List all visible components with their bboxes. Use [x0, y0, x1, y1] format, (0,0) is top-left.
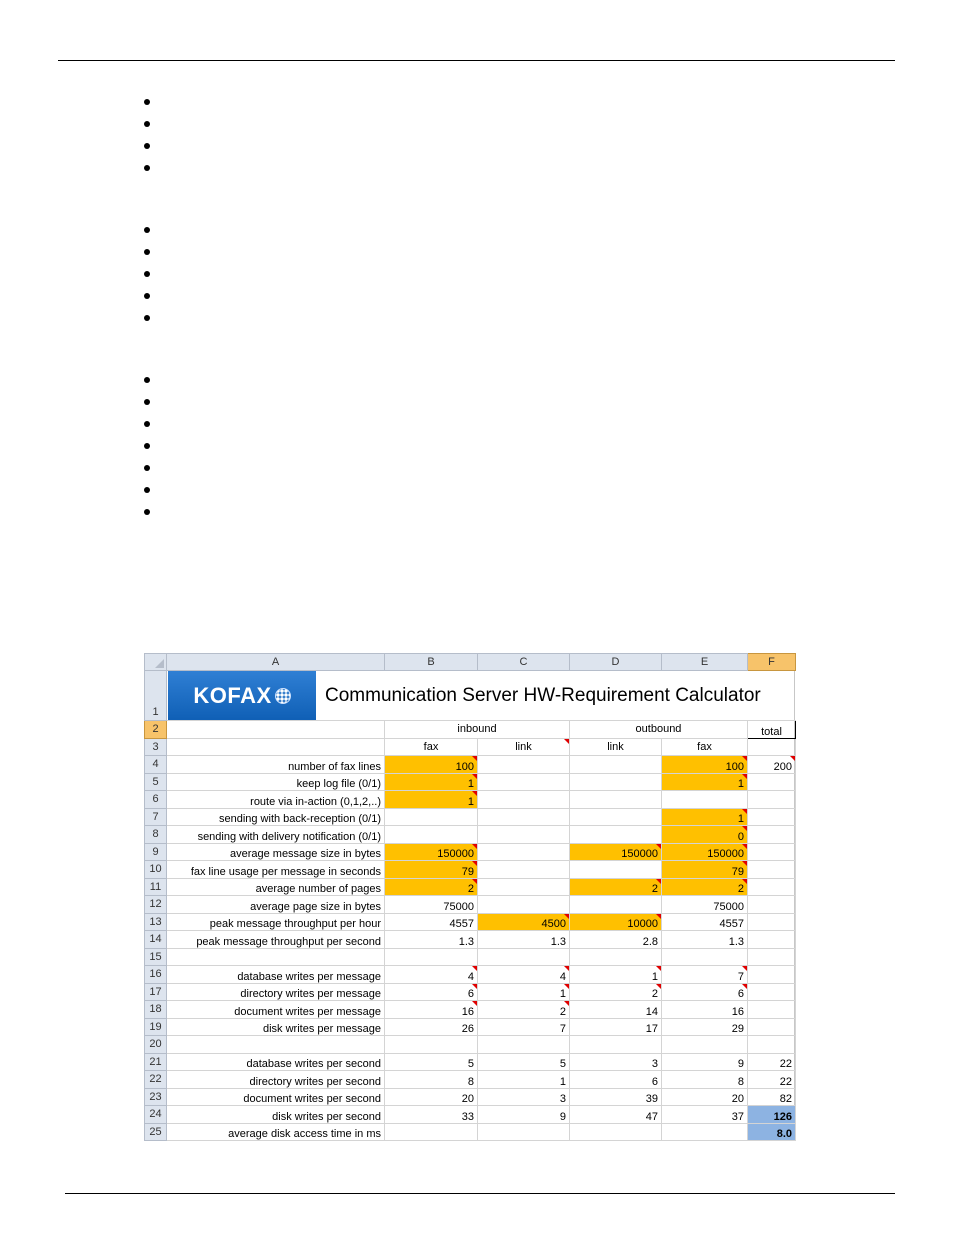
cell-c[interactable]: 4	[478, 966, 570, 984]
row-header[interactable]: 21	[145, 1053, 167, 1071]
cell-f[interactable]: 200	[748, 756, 796, 774]
header-outbound[interactable]: outbound	[570, 721, 748, 739]
header-outbound-link[interactable]: link	[570, 738, 662, 756]
row-header[interactable]: 1	[145, 671, 167, 721]
row-header[interactable]: 14	[145, 931, 167, 949]
cell-e[interactable]: 7	[662, 966, 748, 984]
sheet-row	[145, 896, 796, 914]
cell-f[interactable]	[748, 948, 796, 966]
globe-icon	[275, 688, 291, 704]
cell-d[interactable]	[570, 826, 662, 844]
cell-e[interactable]: 6	[662, 983, 748, 1001]
cell-d[interactable]	[570, 896, 662, 914]
cell-d[interactable]: 10000	[570, 913, 662, 931]
cell-f[interactable]: 22	[748, 1053, 796, 1071]
cell-b[interactable]: 2	[385, 878, 478, 896]
cell-c[interactable]	[478, 948, 570, 966]
cell-d[interactable]: 14	[570, 1001, 662, 1019]
header-inbound-fax[interactable]: fax	[385, 738, 478, 756]
header-inbound-link[interactable]: link	[478, 738, 570, 756]
sheet-row	[145, 808, 796, 826]
row-label[interactable]: directory writes per message	[167, 983, 385, 1001]
cell-f[interactable]	[748, 843, 796, 861]
cell[interactable]	[748, 738, 796, 756]
bullet-dot-icon	[144, 509, 150, 515]
cell-e[interactable]: 20	[662, 1088, 748, 1106]
cell-b[interactable]: 33	[385, 1106, 478, 1124]
bullet-item	[140, 247, 840, 269]
cell-c[interactable]: 1	[478, 983, 570, 1001]
cell-c[interactable]	[478, 791, 570, 809]
bullet-item	[140, 463, 840, 485]
cell-b[interactable]: 75000	[385, 896, 478, 914]
cell-d[interactable]: 2.8	[570, 931, 662, 949]
cell-c[interactable]: 2	[478, 1001, 570, 1019]
sheet-row-1	[145, 671, 796, 721]
cell-e[interactable]: 150000	[662, 843, 748, 861]
sheet-row-3	[145, 738, 796, 756]
cell-e[interactable]: 37	[662, 1106, 748, 1124]
cell-d[interactable]	[570, 791, 662, 809]
cell-b[interactable]	[385, 1036, 478, 1054]
cell-d[interactable]: 3	[570, 1053, 662, 1071]
cell-c[interactable]: 7	[478, 1018, 570, 1036]
cell-b[interactable]: 79	[385, 861, 478, 879]
bullet-item	[140, 485, 840, 507]
row-label[interactable]: fax line usage per message in seconds	[167, 861, 385, 879]
bullet-item	[140, 291, 840, 313]
cell-f[interactable]: 22	[748, 1071, 796, 1089]
row-header[interactable]: 17	[145, 983, 167, 1001]
bullet-dot-icon	[144, 377, 150, 383]
cell-f[interactable]	[748, 983, 796, 1001]
column-header-b[interactable]: B	[385, 654, 478, 671]
sheet-row	[145, 966, 796, 984]
row-label[interactable]: average disk access time in ms	[167, 1123, 385, 1141]
sheet-row	[145, 773, 796, 791]
title-banner[interactable]	[167, 671, 796, 721]
cell-b[interactable]: 1	[385, 773, 478, 791]
bullet-item	[140, 225, 840, 247]
cell-e[interactable]	[662, 948, 748, 966]
sheet-row	[145, 1053, 796, 1071]
cell-c[interactable]	[478, 1036, 570, 1054]
cell[interactable]	[167, 721, 385, 739]
cell-f[interactable]	[748, 1036, 796, 1054]
cell-b[interactable]	[385, 826, 478, 844]
cell-d[interactable]: 17	[570, 1018, 662, 1036]
bullet-list-3	[140, 375, 840, 529]
cell-e[interactable]	[662, 791, 748, 809]
cell-b[interactable]	[385, 1123, 478, 1141]
sheet-row-2	[145, 721, 796, 739]
header-inbound[interactable]: inbound	[385, 721, 570, 739]
cell-e[interactable]: 29	[662, 1018, 748, 1036]
cell-d[interactable]: 2	[570, 983, 662, 1001]
cell-e[interactable]: 4557	[662, 913, 748, 931]
sheet-title: Communication Server HW-Requirement Calculator	[325, 685, 761, 706]
cell-c[interactable]: 5	[478, 1053, 570, 1071]
cell-d[interactable]	[570, 773, 662, 791]
cell[interactable]	[167, 738, 385, 756]
cell-f[interactable]	[748, 826, 796, 844]
cell-f[interactable]	[748, 1018, 796, 1036]
cell-d[interactable]	[570, 756, 662, 774]
cell-c[interactable]: 3	[478, 1088, 570, 1106]
cell-e[interactable]: 8	[662, 1071, 748, 1089]
bullet-dot-icon	[144, 143, 150, 149]
sheet-row	[145, 913, 796, 931]
cell-c[interactable]	[478, 773, 570, 791]
row-label[interactable]: average page size in bytes	[167, 896, 385, 914]
row-header[interactable]: 22	[145, 1071, 167, 1089]
row-header[interactable]: 15	[145, 948, 167, 966]
cell-b[interactable]: 100	[385, 756, 478, 774]
bullet-dot-icon	[144, 271, 150, 277]
bullet-item	[140, 313, 840, 335]
column-header-d[interactable]: D	[570, 654, 662, 671]
row-label[interactable]: document writes per second	[167, 1088, 385, 1106]
sheet-row	[145, 983, 796, 1001]
column-header-a[interactable]: A	[167, 654, 385, 671]
cell-e[interactable]: 1	[662, 808, 748, 826]
cell-b[interactable]: 6	[385, 983, 478, 1001]
bullet-dot-icon	[144, 249, 150, 255]
bullet-dot-icon	[144, 487, 150, 493]
sheet-row	[145, 1018, 796, 1036]
logo-text: KOFAX	[193, 683, 272, 708]
bullet-dot-icon	[144, 443, 150, 449]
row-header[interactable]: 23	[145, 1088, 167, 1106]
cell-e[interactable]	[662, 1123, 748, 1141]
cell-c[interactable]	[478, 843, 570, 861]
column-header-row	[145, 654, 796, 671]
row-label[interactable]: sending with back-reception (0/1)	[167, 808, 385, 826]
cell-c[interactable]: 4500	[478, 913, 570, 931]
cell-d[interactable]: 39	[570, 1088, 662, 1106]
bullet-dot-icon	[144, 465, 150, 471]
cell-f[interactable]	[748, 861, 796, 879]
column-header-e[interactable]: E	[662, 654, 748, 671]
cell-c[interactable]: 1.3	[478, 931, 570, 949]
cell-c[interactable]	[478, 756, 570, 774]
bullet-item	[140, 441, 840, 463]
cell-f[interactable]	[748, 966, 796, 984]
cell-d[interactable]: 150000	[570, 843, 662, 861]
column-header-f[interactable]: F	[748, 654, 796, 671]
sheet-row	[145, 878, 796, 896]
cell-b[interactable]: 4557	[385, 913, 478, 931]
cell-f[interactable]	[748, 808, 796, 826]
sheet-row	[145, 1001, 796, 1019]
cell-d[interactable]	[570, 808, 662, 826]
row-label[interactable]: sending with delivery notification (0/1)	[167, 826, 385, 844]
select-all-corner[interactable]	[145, 654, 167, 671]
row-header[interactable]: 9	[145, 843, 167, 861]
bullet-item	[140, 507, 840, 529]
cell-f[interactable]	[748, 896, 796, 914]
cell-d[interactable]	[570, 948, 662, 966]
bullet-item	[140, 375, 840, 397]
kofax-logo	[168, 671, 316, 721]
row-label[interactable]: route via in-action (0,1,2,..)	[167, 791, 385, 809]
row-label[interactable]: document writes per message	[167, 1001, 385, 1019]
cell-f[interactable]	[748, 878, 796, 896]
sheet-row	[145, 1123, 796, 1141]
cell-d[interactable]: 47	[570, 1106, 662, 1124]
row-header[interactable]: 4	[145, 756, 167, 774]
sheet-row	[145, 1106, 796, 1124]
sheet-row	[145, 843, 796, 861]
bullet-item	[140, 419, 840, 441]
cell-e[interactable]: 1.3	[662, 931, 748, 949]
row-label[interactable]: number of fax lines	[167, 756, 385, 774]
cell-e[interactable]: 9	[662, 1053, 748, 1071]
cell-c[interactable]: 1	[478, 1071, 570, 1089]
sheet-row	[145, 826, 796, 844]
sheet-row	[145, 756, 796, 774]
row-label[interactable]: peak message throughput per second	[167, 931, 385, 949]
bullet-dot-icon	[144, 227, 150, 233]
header-total[interactable]: total	[748, 721, 796, 739]
cell-b[interactable]: 20	[385, 1088, 478, 1106]
header-outbound-fax[interactable]: fax	[662, 738, 748, 756]
row-header[interactable]: 12	[145, 896, 167, 914]
cell-c[interactable]	[478, 861, 570, 879]
cell-b[interactable]: 16	[385, 1001, 478, 1019]
cell-f[interactable]	[748, 913, 796, 931]
row-label[interactable]	[167, 1036, 385, 1054]
cell-f[interactable]	[748, 931, 796, 949]
row-header[interactable]: 6	[145, 791, 167, 809]
row-header[interactable]: 13	[145, 913, 167, 931]
bullet-item	[140, 97, 840, 119]
cell-e[interactable]: 79	[662, 861, 748, 879]
row-header[interactable]: 3	[145, 738, 167, 756]
cell-f-total-disk-writes[interactable]: 126	[748, 1106, 796, 1124]
row-header[interactable]: 25	[145, 1123, 167, 1141]
sheet-row	[145, 861, 796, 879]
bullet-dot-icon	[144, 315, 150, 321]
cell-e[interactable]: 16	[662, 1001, 748, 1019]
row-label[interactable]	[167, 948, 385, 966]
sheet-row	[145, 931, 796, 949]
row-header[interactable]: 5	[145, 773, 167, 791]
row-header[interactable]: 10	[145, 861, 167, 879]
bullet-dot-icon	[144, 121, 150, 127]
bullet-item	[140, 269, 840, 291]
cell-b[interactable]: 1.3	[385, 931, 478, 949]
sheet-row	[145, 791, 796, 809]
bullet-dot-icon	[144, 421, 150, 427]
cell-c[interactable]	[478, 896, 570, 914]
row-label[interactable]: database writes per second	[167, 1053, 385, 1071]
cell-c[interactable]	[478, 808, 570, 826]
cell-b[interactable]: 8	[385, 1071, 478, 1089]
cell-e[interactable]: 100	[662, 756, 748, 774]
row-label[interactable]: keep log file (0/1)	[167, 773, 385, 791]
bullet-list-1	[140, 97, 840, 185]
row-header[interactable]: 7	[145, 808, 167, 826]
cell-f-access-time[interactable]: 8.0	[748, 1123, 796, 1141]
cell-d[interactable]: 1	[570, 966, 662, 984]
cell-c[interactable]: 9	[478, 1106, 570, 1124]
row-label[interactable]: peak message throughput per hour	[167, 913, 385, 931]
cell-d[interactable]: 2	[570, 878, 662, 896]
row-label[interactable]: average number of pages	[167, 878, 385, 896]
bullet-list-2	[140, 225, 840, 335]
column-header-c[interactable]: C	[478, 654, 570, 671]
row-label[interactable]: average message size in bytes	[167, 843, 385, 861]
cell-c[interactable]	[478, 878, 570, 896]
cell-c[interactable]	[478, 1123, 570, 1141]
cell-b[interactable]	[385, 948, 478, 966]
sheet-row	[145, 1088, 796, 1106]
row-header[interactable]: 20	[145, 1036, 167, 1054]
cell-f[interactable]: 82	[748, 1088, 796, 1106]
bullet-dot-icon	[144, 399, 150, 405]
sheet-row	[145, 1071, 796, 1089]
cell-e[interactable]: 1	[662, 773, 748, 791]
bullet-dot-icon	[144, 293, 150, 299]
bullet-item	[140, 141, 840, 163]
row-label[interactable]: database writes per message	[167, 966, 385, 984]
sheet-row	[145, 1036, 796, 1054]
header-rule	[58, 60, 895, 61]
row-label[interactable]: disk writes per second	[167, 1106, 385, 1124]
cell-e[interactable]: 75000	[662, 896, 748, 914]
cell-f[interactable]	[748, 773, 796, 791]
footer-rule	[65, 1193, 895, 1194]
row-label[interactable]: directory writes per second	[167, 1071, 385, 1089]
cell-d[interactable]: 6	[570, 1071, 662, 1089]
cell-f[interactable]	[748, 1001, 796, 1019]
cell-c[interactable]	[478, 826, 570, 844]
cell-b[interactable]: 150000	[385, 843, 478, 861]
row-header[interactable]: 8	[145, 826, 167, 844]
row-label[interactable]: disk writes per message	[167, 1018, 385, 1036]
bullet-item	[140, 119, 840, 141]
bullet-item	[140, 397, 840, 419]
hw-calculator-spreadsheet	[144, 653, 795, 1141]
cell-b[interactable]: 26	[385, 1018, 478, 1036]
cell-d[interactable]	[570, 1036, 662, 1054]
row-header[interactable]: 16	[145, 966, 167, 984]
cell-e[interactable]: 0	[662, 826, 748, 844]
bullet-dot-icon	[144, 99, 150, 105]
bullet-item	[140, 163, 840, 185]
bullet-dot-icon	[144, 165, 150, 171]
row-header[interactable]: 2	[145, 721, 167, 739]
row-header[interactable]: 24	[145, 1106, 167, 1124]
sheet-row	[145, 948, 796, 966]
cell-b[interactable]: 1	[385, 791, 478, 809]
cell-b[interactable]: 4	[385, 966, 478, 984]
row-header[interactable]: 19	[145, 1018, 167, 1036]
cell-e[interactable]	[662, 1036, 748, 1054]
cell-f[interactable]	[748, 791, 796, 809]
cell-d[interactable]	[570, 861, 662, 879]
cell-b[interactable]	[385, 808, 478, 826]
cell-e[interactable]: 2	[662, 878, 748, 896]
row-header[interactable]: 11	[145, 878, 167, 896]
cell-b[interactable]: 5	[385, 1053, 478, 1071]
cell-d[interactable]	[570, 1123, 662, 1141]
row-header[interactable]: 18	[145, 1001, 167, 1019]
